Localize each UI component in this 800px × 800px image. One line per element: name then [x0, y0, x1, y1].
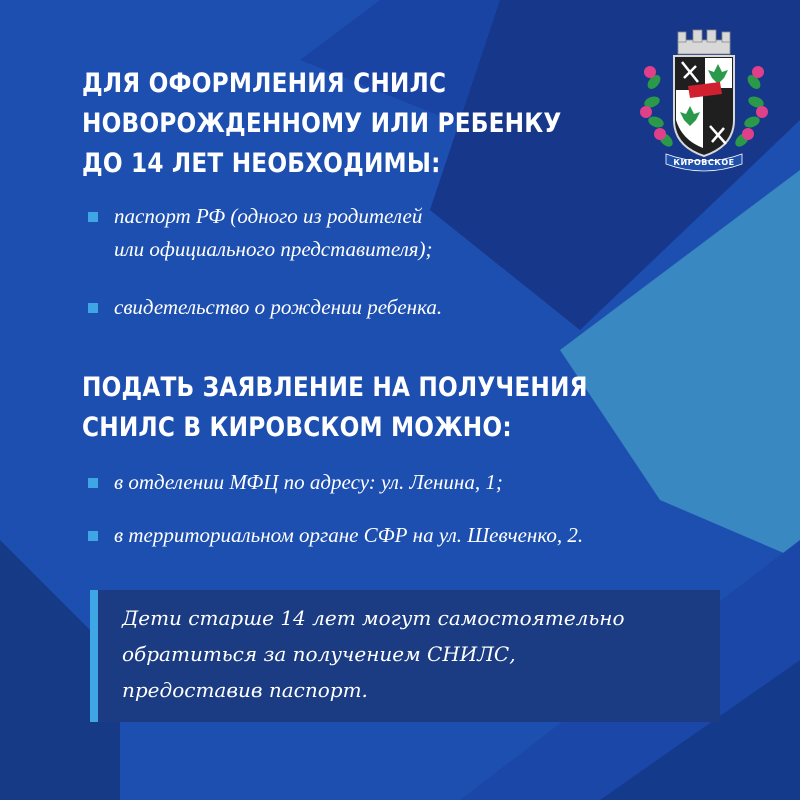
list-item-text: или официального представителя);: [114, 237, 433, 261]
heading-documents: [82, 64, 562, 184]
note-text: [122, 600, 706, 708]
list-item-text: в отделении МФЦ по адресу: ул. Ленина, 1;: [114, 470, 503, 494]
list-item: [88, 519, 583, 552]
heading-line: НОВОРОЖДЕННОМУ ИЛИ РЕБЕНКУ: [82, 108, 562, 139]
square-bullet-icon: [88, 303, 98, 313]
square-bullet-icon: [88, 212, 98, 222]
list-item-text: в территориальном органе СФР на ул. Шевченко, 2.: [114, 523, 584, 547]
locations-list: [88, 466, 583, 552]
note-line: Дети старше 14 лет могут самостоятельно: [122, 606, 625, 630]
note-box: [90, 590, 720, 722]
heading-where-to-apply: [82, 368, 588, 448]
list-item: [88, 466, 583, 499]
shield-icon: [674, 56, 734, 156]
square-bullet-icon: [88, 531, 98, 541]
list-item: [88, 200, 442, 266]
list-item: [88, 291, 442, 324]
heading-line: ДЛЯ ОФОРМЛЕНИЯ СНИЛС: [82, 68, 447, 99]
list-item-text: свидетельство о рождении ребенка.: [114, 295, 443, 319]
list-item-text: паспорт РФ (одного из родителей: [114, 204, 423, 228]
heading-line: ДО 14 ЛЕТ НЕОБХОДИМЫ:: [82, 148, 441, 179]
heading-line: ПОДАТЬ ЗАЯВЛЕНИЕ НА ПОЛУЧЕНИЯ: [82, 372, 588, 403]
crown-icon: [678, 30, 730, 54]
square-bullet-icon: [88, 478, 98, 488]
note-line: обратиться за получением СНИЛС,: [122, 642, 516, 666]
note-line: предоставив паспорт.: [122, 678, 368, 702]
city-coat-of-arms: [632, 22, 776, 172]
emblem-label: КИРОВСКОЕ: [673, 158, 735, 167]
documents-list: [88, 200, 442, 324]
heading-line: СНИЛС В КИРОВСКОМ МОЖНО:: [82, 412, 512, 443]
